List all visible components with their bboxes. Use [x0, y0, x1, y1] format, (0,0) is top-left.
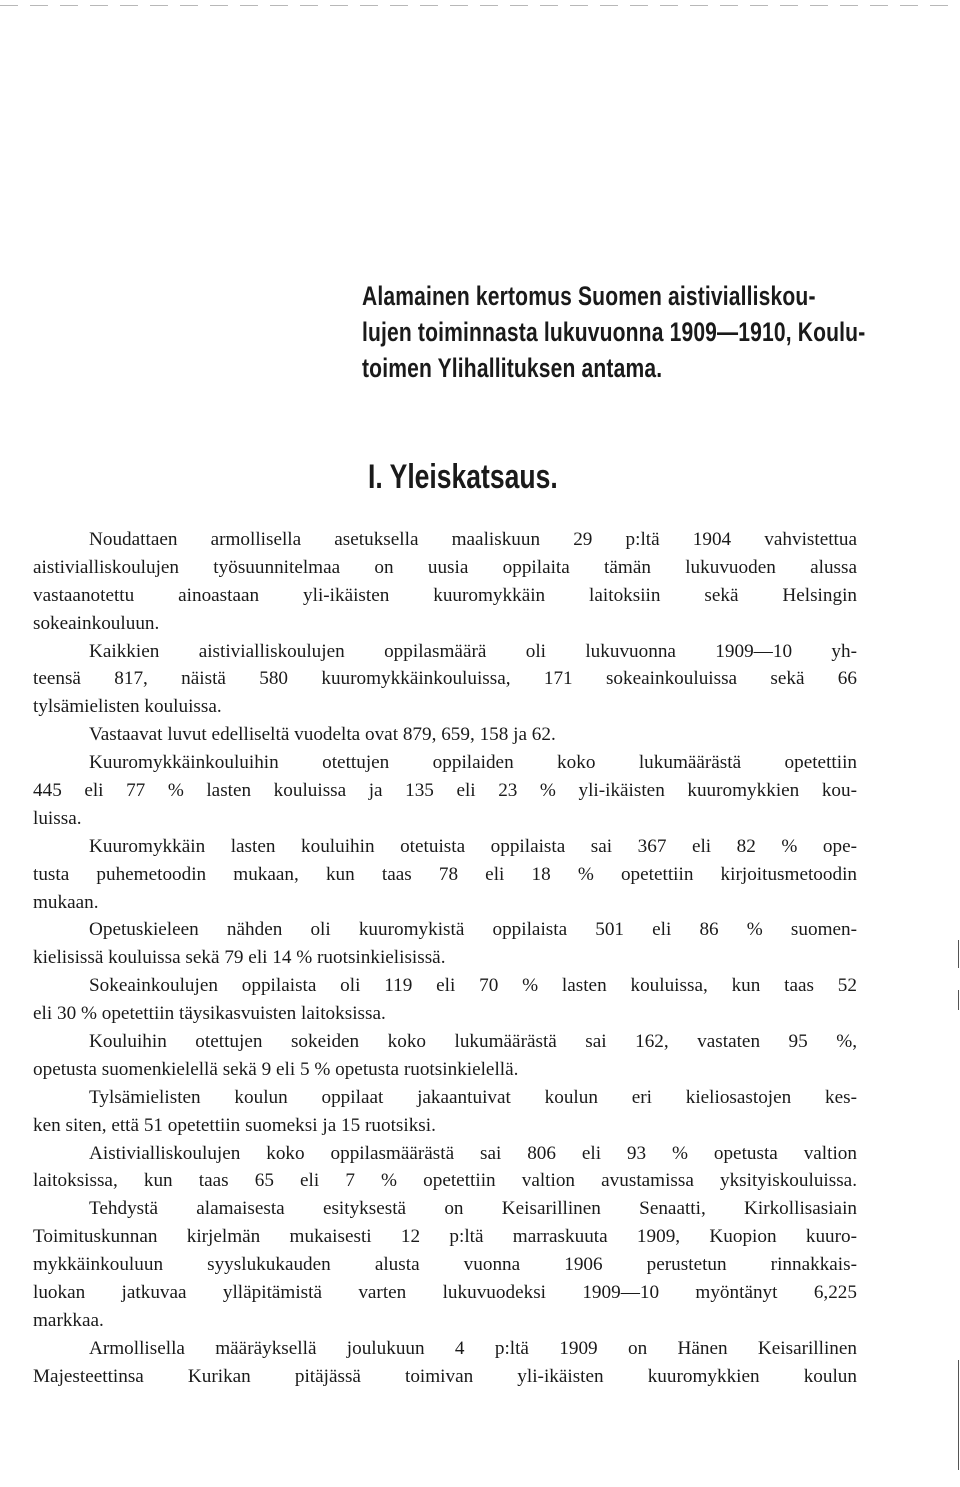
- text-line: Majesteettinsa Kurikan pitäjässä toimivan yli-ikäisten kuuromykkien koulun: [33, 1365, 857, 1387]
- text-line: vastaanotettu ainoastaan yli-ikäisten kuuromykkäin laitoksiin sekä Helsingin: [33, 584, 857, 606]
- text-line: Tehdystä alamaisesta esityksestä on Keisarillinen Senaatti, Kirkollisasiain: [89, 1198, 857, 1220]
- text-line: luissa.: [33, 807, 82, 829]
- text-line: Toimituskunnan kirjelmän mukaisesti 12 p:ltä marraskuuta 1909, Kuopion kuuro-: [33, 1226, 857, 1248]
- text-line: Kouluihin otettujen sokeiden koko lukumäärästä sai 162, vastaten 95 %,: [89, 1031, 857, 1053]
- scan-edge-mark: [958, 990, 959, 1010]
- text-line: laitoksissa, kun taas 65 eli 7 % opetettiin valtion avustamissa yksityiskouluissa.: [33, 1170, 857, 1192]
- scan-edge-mark: [958, 940, 959, 968]
- text-line: Noudattaen armollisella asetuksella maaliskuun 29 p:ltä 1904 vahvistettua: [89, 529, 857, 550]
- text-line: Tylsämielisten koulun oppilaat jakaantuivat koulun eri kieliosastojen kes-: [89, 1086, 857, 1108]
- text-line: Vastaavat luvut edelliseltä vuodelta ovat 879, 659, 158 ja 62.: [89, 724, 556, 746]
- text-line: opetusta suomenkielellä sekä 9 eli 5 % opetusta ruotsinkielellä.: [33, 1058, 519, 1080]
- text-line: eli 30 % opetettiin täysikasvuisten laitoksissa.: [33, 1003, 386, 1025]
- text-line: Kaikkien aistivialliskoulujen oppilasmäärä oli lukuvuonna 1909—10 yh-: [89, 640, 857, 662]
- text-line: teensä 817, näistä 580 kuuromykkäinkouluissa, 171 sokeainkouluissa sekä 66: [33, 668, 857, 690]
- text-line: mukaan.: [33, 891, 99, 913]
- title-line: toimen Ylihallituksen antama.: [362, 353, 663, 383]
- body-text: [33, 526, 857, 1391]
- text-line: Armollisella määräyksellä joulukuun 4 p:ltä 1909 on Hänen Keisarillinen: [89, 1337, 857, 1359]
- text-line: Aistivialliskoulujen koko oppilasmäärästä sai 806 eli 93 % opetusta valtion: [89, 1142, 857, 1164]
- text-line: 445 eli 77 % lasten kouluissa ja 135 eli 23 % yli-ikäisten kuuromykkien kou-: [33, 780, 857, 802]
- text-line: Kuuromykkäin lasten kouluihin otetuista oppilaista sai 367 eli 82 % ope-: [89, 835, 857, 857]
- text-line: markkaa.: [33, 1309, 104, 1331]
- text-line: mykkäinkouluun syyslukukauden alusta vuonna 1906 perustetun rinnakkais-: [33, 1254, 857, 1276]
- title-line: lujen toiminnasta lukuvuonna 1909—1910, Koulu-: [362, 317, 866, 347]
- title-line: Alamainen kertomus Suomen aistivialliskou-: [362, 281, 816, 311]
- text-line: kielisissä kouluissa sekä 79 eli 14 % ruotsinkielisissä.: [33, 947, 446, 969]
- section-heading: I. Yleiskatsaus.: [368, 458, 558, 496]
- text-line: tusta puhemetoodin mukaan, kun taas 78 eli 18 % opetettiin kirjoitusmetoodin: [33, 863, 857, 885]
- text-line: aistivialliskoulujen työsuunnitelmaa on uusia oppilaita tämän lukuvuoden alussa: [33, 556, 857, 578]
- text-line: luokan jatkuvaa ylläpitämistä varten lukuvuodeksi 1909—10 myöntänyt 6,225: [33, 1282, 857, 1304]
- text-line: ken siten, että 51 opetettiin suomeksi ja 15 ruotsiksi.: [33, 1114, 436, 1136]
- document-title: [362, 278, 866, 386]
- scan-edge-mark: [958, 1360, 959, 1470]
- text-line: Opetuskieleen nähden oli kuuromykistä oppilaista 501 eli 86 % suomen-: [89, 919, 857, 941]
- text-line: tylsämielisten kouluissa.: [33, 696, 222, 718]
- text-line: Sokeainkoulujen oppilaista oli 119 eli 70 % lasten kouluissa, kun taas 52: [89, 975, 857, 997]
- text-line: sokeainkouluun.: [33, 612, 160, 634]
- scan-top-border: [0, 5, 960, 6]
- text-line: Kuuromykkäinkouluihin otettujen oppilaiden koko lukumäärästä opetettiin: [89, 752, 857, 774]
